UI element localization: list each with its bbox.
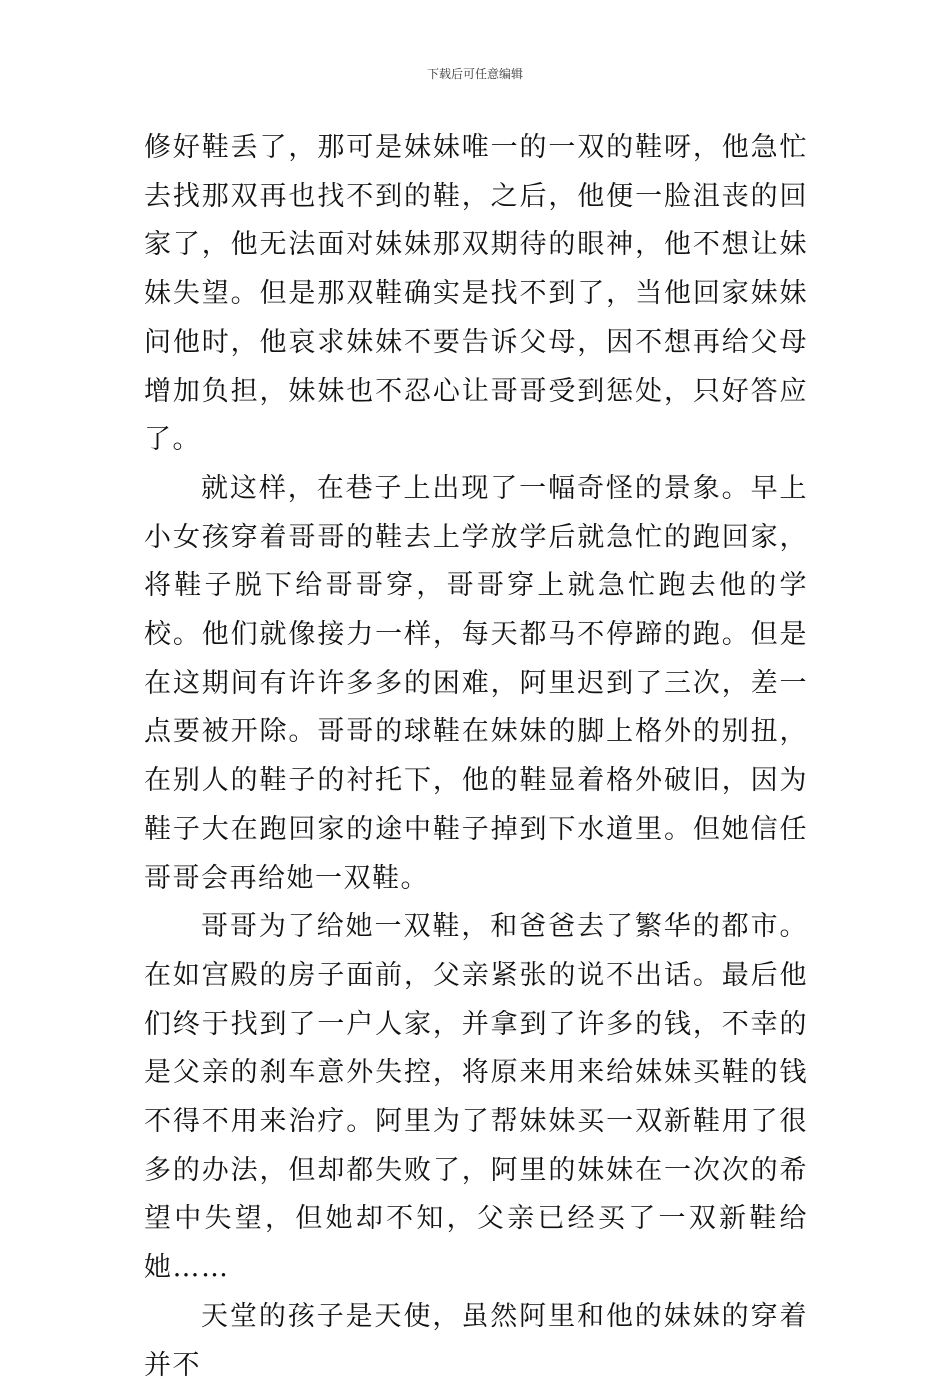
page-header: 下载后可任意编辑 xyxy=(426,67,523,81)
document-body xyxy=(144,124,808,1390)
paragraph-2: 就这样，在巷子上出现了一幅奇怪的景象。早上小女孩穿着哥哥的鞋去上学放学后就急忙的跑回家，将鞋子脱下给哥哥穿，哥哥穿上就急忙跑去他的学校。他们就像接力一样，每天都马不停蹄的跑。但是在这期间有许许多多的困难，阿里迟到了三次，差一点要被开除。哥哥的球鞋在妹妹的脚上格外的别扭，在别人的鞋子的衬托下，他的鞋显着格外破旧，因为鞋子大在跑回家的途中鞋子掉到下水道里。但她信任哥哥会再给她一双鞋。 xyxy=(144,472,808,894)
paragraph-3: 哥哥为了给她一双鞋，和爸爸去了繁华的都市。在如宫殿的房子面前，父亲紧张的说不出话。最后他们终于找到了一户人家，并拿到了许多的钱，不幸的是父亲的刹车意外失控，将原来用来给妹妹买鞋的钱不得不用来治疗。阿里为了帮妹妹买一双新鞋用了很多的办法，但却都失败了，阿里的妹妹在一次次的希望中失望，但她却不知，父亲已经买了一双新鞋给她…… xyxy=(144,911,808,1284)
paragraph-1: 修好鞋丢了，那可是妹妹唯一的一双的鞋呀，他急忙去找那双再也找不到的鞋，之后，他便一脸沮丧的回家了，他无法面对妹妹那双期待的眼神，他不想让妹妹失望。但是那双鞋确实是找不到了，当他回家妹妹问他时，他哀求妹妹不要告诉父母，因不想再给父母增加负担，妹妹也不忍心让哥哥受到惩处，只好答应了。 xyxy=(144,132,808,456)
paragraph-4: 天堂的孩子是天使，虽然阿里和他的妹妹的穿着并不 xyxy=(144,1300,808,1381)
